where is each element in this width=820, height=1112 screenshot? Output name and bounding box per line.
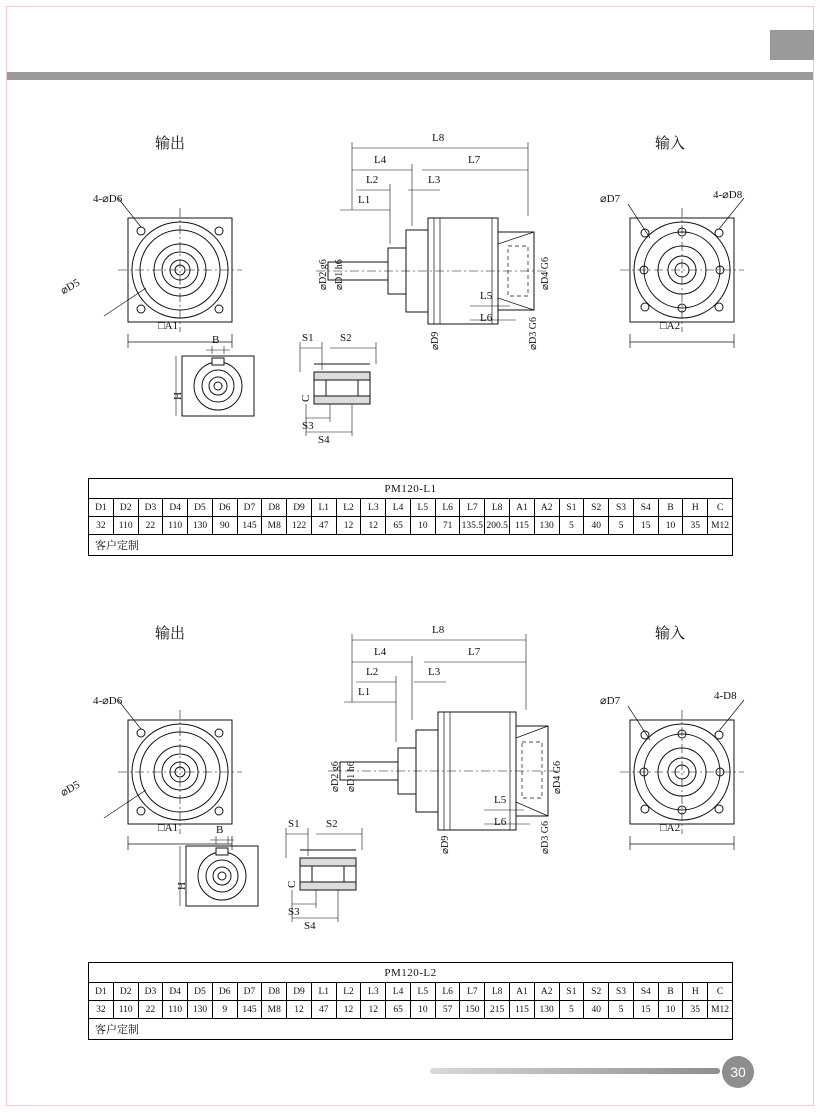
- page-number: 30: [722, 1056, 754, 1088]
- table-header-cell: S4: [633, 983, 658, 1001]
- table-cell: 5: [559, 517, 584, 535]
- dim-L3-1: L3: [428, 174, 441, 186]
- table-header-cell: S2: [584, 983, 609, 1001]
- table-value-row-1: [89, 517, 733, 535]
- dim-D4-2: ⌀D4 G6: [552, 761, 563, 794]
- dim-L8-2: L8: [432, 624, 445, 636]
- table-header-cell: D6: [212, 499, 237, 517]
- table-cell: 65: [386, 517, 411, 535]
- dim-D4-1: ⌀D4 G6: [540, 257, 551, 290]
- table-cell: 5: [559, 1001, 584, 1019]
- output-label-1: 输出: [155, 134, 186, 152]
- table-header-cell: L2: [336, 983, 361, 1001]
- table-header-cell: L2: [336, 499, 361, 517]
- detail-C-2: C: [286, 880, 298, 888]
- input-label-2: 输入: [655, 624, 686, 642]
- table-cell: 15: [633, 1001, 658, 1019]
- dim-D2-1: ⌀D2 g6: [318, 259, 329, 290]
- table-header-cell: D9: [287, 983, 312, 1001]
- table-header-cell: S3: [609, 983, 634, 1001]
- table-cell: 130: [188, 517, 213, 535]
- table-header-cell: L7: [460, 983, 485, 1001]
- table-header-cell: L1: [311, 983, 336, 1001]
- table-header-row-1: [89, 499, 733, 517]
- detail-S3-2: S3: [288, 906, 300, 918]
- table-header-cell: D9: [287, 499, 312, 517]
- table-cell: 12: [336, 517, 361, 535]
- table-cell: 90: [212, 517, 237, 535]
- dim-D9-1: ⌀D9: [430, 331, 441, 350]
- table-header-cell: D4: [163, 499, 188, 517]
- dim-L3-2: L3: [428, 666, 441, 678]
- rear-diag-callout-2: ⌀D7: [600, 695, 621, 707]
- dim-L2-2: L2: [366, 666, 379, 678]
- rear-hole-callout-1: 4-⌀D8: [713, 189, 743, 201]
- table-header-cell: B: [658, 499, 683, 517]
- dim-L2-1: L2: [366, 174, 379, 186]
- table-header-cell: L1: [311, 499, 336, 517]
- detail-S4-1: S4: [318, 434, 330, 446]
- table-cell: 40: [584, 1001, 609, 1019]
- dim-L6-1: L6: [480, 312, 493, 324]
- table-header-cell: D4: [163, 983, 188, 1001]
- table-cell: 35: [683, 1001, 708, 1019]
- table-cell: 12: [361, 517, 386, 535]
- table-cell: 22: [138, 517, 163, 535]
- table-header-cell: D7: [237, 499, 262, 517]
- table-cell: 10: [658, 1001, 683, 1019]
- detail-B-1: B: [212, 334, 220, 346]
- table-cell: 150: [460, 1001, 485, 1019]
- table-header-cell: L6: [435, 983, 460, 1001]
- table-cell: 115: [510, 517, 535, 535]
- table-header-cell: D3: [138, 499, 163, 517]
- table-cell: M8: [262, 1001, 287, 1019]
- table-header-cell: L8: [485, 983, 510, 1001]
- table-cell: 35: [683, 517, 708, 535]
- table-header-cell: L4: [386, 499, 411, 517]
- detail-S2-1: S2: [340, 332, 352, 344]
- dim-D3-1: ⌀D3 G6: [528, 317, 539, 350]
- table-title-2: PM120-L2: [89, 963, 733, 983]
- detail-S1-2: S1: [288, 818, 300, 830]
- detail-H-2: H: [176, 882, 188, 890]
- front-square-callout-1: □A1: [158, 320, 179, 332]
- dim-L4-1: L4: [374, 154, 387, 166]
- dim-D3-2: ⌀D3 G6: [540, 821, 551, 854]
- drawing-section-2: [0, 610, 820, 950]
- table-header-cell: L3: [361, 983, 386, 1001]
- dim-L5-2: L5: [494, 794, 507, 806]
- table-header-cell: D2: [113, 499, 138, 517]
- table-header-cell: D8: [262, 499, 287, 517]
- dim-L8-1: L8: [432, 132, 445, 144]
- table-cell: 15: [633, 517, 658, 535]
- table-cell: 110: [113, 517, 138, 535]
- table-cell: 145: [237, 1001, 262, 1019]
- spec-table-2: [88, 962, 733, 1040]
- table-header-cell: C: [708, 983, 733, 1001]
- dim-L7-2: L7: [468, 646, 481, 658]
- rear-square-callout-1: □A2: [660, 320, 681, 332]
- table-cell: 110: [163, 517, 188, 535]
- table-cell: 110: [113, 1001, 138, 1019]
- dim-L6-2: L6: [494, 816, 507, 828]
- header-tab: [770, 30, 814, 60]
- front-hole-callout-1: 4-⌀D6: [93, 193, 123, 205]
- table-cell: 5: [609, 1001, 634, 1019]
- table-header-cell: B: [658, 983, 683, 1001]
- table-cell: 12: [361, 1001, 386, 1019]
- front-diag-callout-2: ⌀D5: [58, 778, 82, 800]
- table-cell: 40: [584, 517, 609, 535]
- rear-diag-callout-1: ⌀D7: [600, 193, 621, 205]
- table-header-cell: S4: [633, 499, 658, 517]
- table-cell: 32: [89, 1001, 114, 1019]
- table-header-cell: L7: [460, 499, 485, 517]
- dim-D9-2: ⌀D9: [440, 835, 451, 854]
- detail-drawings-2: [0, 610, 820, 950]
- output-label-2: 输出: [155, 624, 186, 642]
- table-cell: 10: [410, 517, 435, 535]
- table-header-cell: D5: [188, 983, 213, 1001]
- detail-drawings-1: [0, 120, 820, 460]
- table-cell: M8: [262, 517, 287, 535]
- table-cell: 200.5: [485, 517, 510, 535]
- front-hole-callout-2: 4-⌀D6: [93, 695, 123, 707]
- table-header-cell: L3: [361, 499, 386, 517]
- table-cell: 130: [534, 517, 559, 535]
- table-cell: 130: [188, 1001, 213, 1019]
- table-header-cell: D3: [138, 983, 163, 1001]
- table-header-cell: A2: [534, 499, 559, 517]
- table-header-cell: L6: [435, 499, 460, 517]
- table-header-cell: A2: [534, 983, 559, 1001]
- table-cell: 135.5: [460, 517, 485, 535]
- table-cell: 110: [163, 1001, 188, 1019]
- table-cell: 12: [287, 1001, 312, 1019]
- table-header-cell: L5: [410, 983, 435, 1001]
- table-header-cell: L4: [386, 983, 411, 1001]
- dim-L1-2: L1: [358, 686, 371, 698]
- table-cell: M12: [708, 517, 733, 535]
- front-diag-callout-1: ⌀D5: [58, 276, 82, 298]
- table-title-1: PM120-L1: [89, 479, 733, 499]
- table-cell: 5: [609, 517, 634, 535]
- table-header-cell: A1: [510, 983, 535, 1001]
- table-header-cell: L5: [410, 499, 435, 517]
- dim-D2-2: ⌀D2 g6: [330, 761, 341, 792]
- table-cell: 10: [658, 517, 683, 535]
- detail-S4-2: S4: [304, 920, 316, 932]
- table-header-cell: D7: [237, 983, 262, 1001]
- dim-L4-2: L4: [374, 646, 387, 658]
- table-header-row-2: [89, 983, 733, 1001]
- dim-L1-1: L1: [358, 194, 371, 206]
- table-cell: 130: [534, 1001, 559, 1019]
- rear-hole-callout-2: 4-D8: [714, 690, 737, 702]
- dim-D1-2: ⌀D1 h6: [346, 761, 357, 792]
- table-cell: 215: [485, 1001, 510, 1019]
- table-note-2: 客户定制: [89, 1019, 733, 1040]
- detail-S2-2: S2: [326, 818, 338, 830]
- table-cell: 71: [435, 517, 460, 535]
- table-header-cell: S3: [609, 499, 634, 517]
- footer-rule: [430, 1068, 720, 1074]
- table-cell: 12: [336, 1001, 361, 1019]
- table-header-cell: L8: [485, 499, 510, 517]
- table-cell: 32: [89, 517, 114, 535]
- table-cell: 47: [311, 1001, 336, 1019]
- table-cell: 145: [237, 517, 262, 535]
- table-header-cell: H: [683, 499, 708, 517]
- table-header-cell: D1: [89, 499, 114, 517]
- table-cell: 57: [435, 1001, 460, 1019]
- dim-D1-1: ⌀D1 h6: [334, 259, 345, 290]
- table-value-row-2: [89, 1001, 733, 1019]
- table-header-cell: D2: [113, 983, 138, 1001]
- dim-L5-1: L5: [480, 290, 493, 302]
- detail-H-1: H: [172, 392, 184, 400]
- detail-S3-1: S3: [302, 420, 314, 432]
- table-header-cell: D1: [89, 983, 114, 1001]
- table-header-cell: S1: [559, 983, 584, 1001]
- table-cell: 9: [212, 1001, 237, 1019]
- header-rule: [7, 72, 813, 80]
- drawing-section-1: [0, 120, 820, 460]
- table-header-cell: S1: [559, 499, 584, 517]
- table-note-1: 客户定制: [89, 535, 733, 556]
- table-header-cell: A1: [510, 499, 535, 517]
- table-cell: 47: [311, 517, 336, 535]
- front-square-callout-2: □A1: [158, 822, 179, 834]
- table-header-cell: D8: [262, 983, 287, 1001]
- table-cell: 115: [510, 1001, 535, 1019]
- table-header-cell: D6: [212, 983, 237, 1001]
- dim-L7-1: L7: [468, 154, 481, 166]
- table-cell: 65: [386, 1001, 411, 1019]
- detail-C-1: C: [300, 394, 312, 402]
- rear-square-callout-2: □A2: [660, 822, 681, 834]
- table-cell: M12: [708, 1001, 733, 1019]
- table-cell: 122: [287, 517, 312, 535]
- table-header-cell: S2: [584, 499, 609, 517]
- spec-table-1: [88, 478, 733, 556]
- table-header-cell: D5: [188, 499, 213, 517]
- table-header-cell: C: [708, 499, 733, 517]
- detail-B-2: B: [216, 824, 224, 836]
- input-label-1: 输入: [655, 134, 686, 152]
- table-cell: 10: [410, 1001, 435, 1019]
- detail-S1-1: S1: [302, 332, 314, 344]
- table-cell: 22: [138, 1001, 163, 1019]
- table-header-cell: H: [683, 983, 708, 1001]
